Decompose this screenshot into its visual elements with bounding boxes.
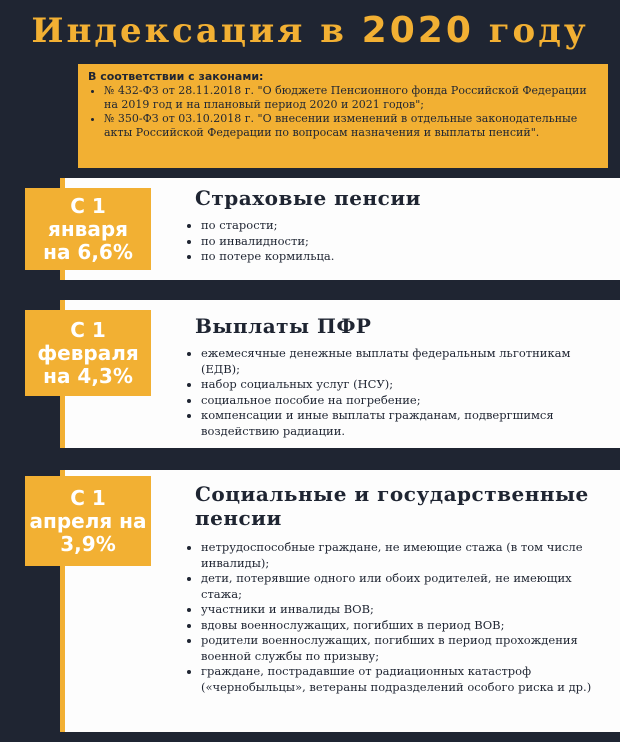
badge-line: С 1: [70, 317, 106, 342]
page-title: [0, 10, 620, 51]
title-suffix: году: [473, 11, 589, 51]
law-item: • № 432-ФЗ от 28.11.2018 г. "О бюджете Пенсионного фонда Российской Федерации на 2019 год и на плановый период 2020 и 2021 годов";: [104, 84, 598, 112]
law-item: • № 350-ФЗ от 03.10.2018 г. "О внесении изменений в отдельные законодательные акты Российской Федерации по вопросам назначения и выплаты пенсий".: [104, 112, 598, 140]
section-title: Страховые пенсии: [195, 186, 421, 210]
title-year: 2020: [361, 10, 474, 51]
section-title: Социальные и государственные пенсии: [195, 482, 589, 530]
list-item: • нетрудоспособные граждане, не имеющие стажа (в том числе инвалиды);: [201, 540, 601, 571]
date-badge-january: [25, 188, 151, 270]
badge-line: апреля на: [29, 508, 147, 533]
list-item: • по инвалидности;: [201, 234, 601, 250]
list-item: • набор социальных услуг (НСУ);: [201, 377, 601, 393]
list-item: • ежемесячные денежные выплаты федеральным льготникам (ЕДВ);: [201, 346, 601, 377]
date-badge-february: [25, 310, 151, 396]
laws-list: [88, 84, 598, 140]
badge-line: на 6,6%: [43, 239, 133, 264]
title-text: Индексация в: [31, 11, 362, 51]
section-items: [185, 540, 601, 695]
badge-line: С 1: [70, 193, 106, 218]
list-item: • граждане, пострадавшие от радиационных катастроф («чернобыльцы», ветераны подразделений особого риска и др.): [201, 664, 601, 695]
section-items: [185, 346, 601, 439]
list-item: • по потере кормильца.: [201, 249, 601, 265]
list-item: • социальное пособие на погребение;: [201, 393, 601, 409]
badge-line: января: [48, 216, 128, 241]
list-item: • вдовы военнослужащих, погибших в период ВОВ;: [201, 618, 601, 634]
list-item: • по старости;: [201, 218, 601, 234]
laws-heading: В соответствии с законами:: [88, 70, 264, 83]
section-title: Выплаты ПФР: [195, 314, 372, 338]
laws-box: [78, 64, 608, 168]
list-item: • дети, потерявшие одного или обоих родителей, не имеющих стажа;: [201, 571, 601, 602]
section-items: [185, 218, 601, 265]
badge-line: С 1: [70, 485, 106, 510]
list-item: • участники и инвалиды ВОВ;: [201, 602, 601, 618]
badge-line: февраля: [37, 340, 139, 365]
list-item: • компенсации и иные выплаты гражданам, подвергшимся воздействию радиации.: [201, 408, 601, 439]
date-badge-april: [25, 476, 151, 566]
badge-line: на 4,3%: [43, 363, 133, 388]
badge-line: 3,9%: [60, 531, 116, 556]
list-item: • родители военнослужащих, погибших в период прохождения военной службы по призыву;: [201, 633, 601, 664]
